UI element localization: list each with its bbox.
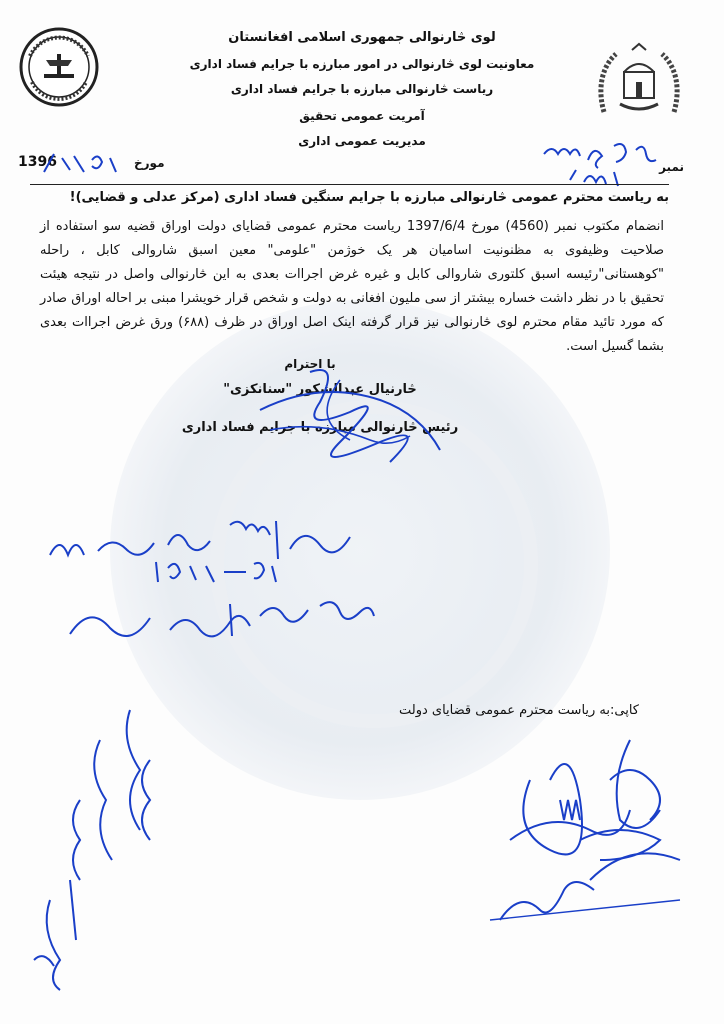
header-divider (30, 184, 669, 185)
header-line-1: لوی څارنوالی جمهوری اسلامی افغانستان (228, 30, 496, 45)
copy-line: کاپی:به ریاست محترم عمومی قضایای دولت (398, 703, 639, 718)
bottom-signatures (470, 720, 700, 930)
handwritten-date (40, 150, 130, 176)
signer-title: رئیس څارنوالی مبارزه با جرایم فساد اداری (181, 420, 459, 435)
handwritten-number (540, 140, 680, 196)
national-emblem-icon (594, 42, 684, 124)
header-line-3: ریاست څارنوالی مبارزه با جرایم فساد اداری (230, 82, 494, 96)
letter-body: انضمام مکتوب نمبر (4560) مورخ 1397/6/4 ریاست محترم عمومی قضایای دولت اوراق قضیه سو استفاده از صلاحیت وظیفوی به مظنونیت اسامیان هر یک خوژمن "علومی" معین اسبق شاروالی کابل ، راحله "کوهستانی"رئیسه اسبق کلتوری شاروالی کابل و غیره غرض اجراات بعدی به این څارنوالی واصل در نتیجه هیئت تحقیق با در نظر داشت خساره بیشتر از سی ملیون افغانی به دولت و شخص قرار خویشرا مبنی بر احاله اوراق صادر که مورد تائید مقام محترم لوی څارنوالی نیز قرار گرفته اینک اصل اوراق در ظرف (۶۸۸) ورق غرض اجراات بعدی بشما گسیل است. (40, 219, 664, 354)
handwritten-note-date (150, 558, 290, 586)
handwritten-margin-note (20, 700, 170, 1000)
header-line-4: آمریت عمومی تحقیق (299, 109, 425, 123)
date-year: 1396 (18, 154, 57, 170)
header-line-2: معاونیت لوی څارنوالی در امور مبارزه با جرایم فساد اداری (189, 57, 535, 71)
handwritten-note-instruction (60, 590, 380, 650)
signer-name: څارنیال عبدالشکور "سنانکزی" (223, 382, 417, 397)
header-line-5: مدیریت عمومی اداری (298, 134, 426, 148)
signature-scribble (250, 360, 450, 470)
office-seal-icon (18, 26, 100, 108)
date-label: مورخ (134, 156, 165, 170)
letter-subject: به ریاست محترم عمومی څارنوالی مبارزه با جرایم سنگین فساد اداری (مرکز عدلی و قضایی)! (69, 190, 669, 205)
number-label: نمبر (659, 160, 684, 174)
closing-greeting: با احترام (284, 357, 336, 371)
